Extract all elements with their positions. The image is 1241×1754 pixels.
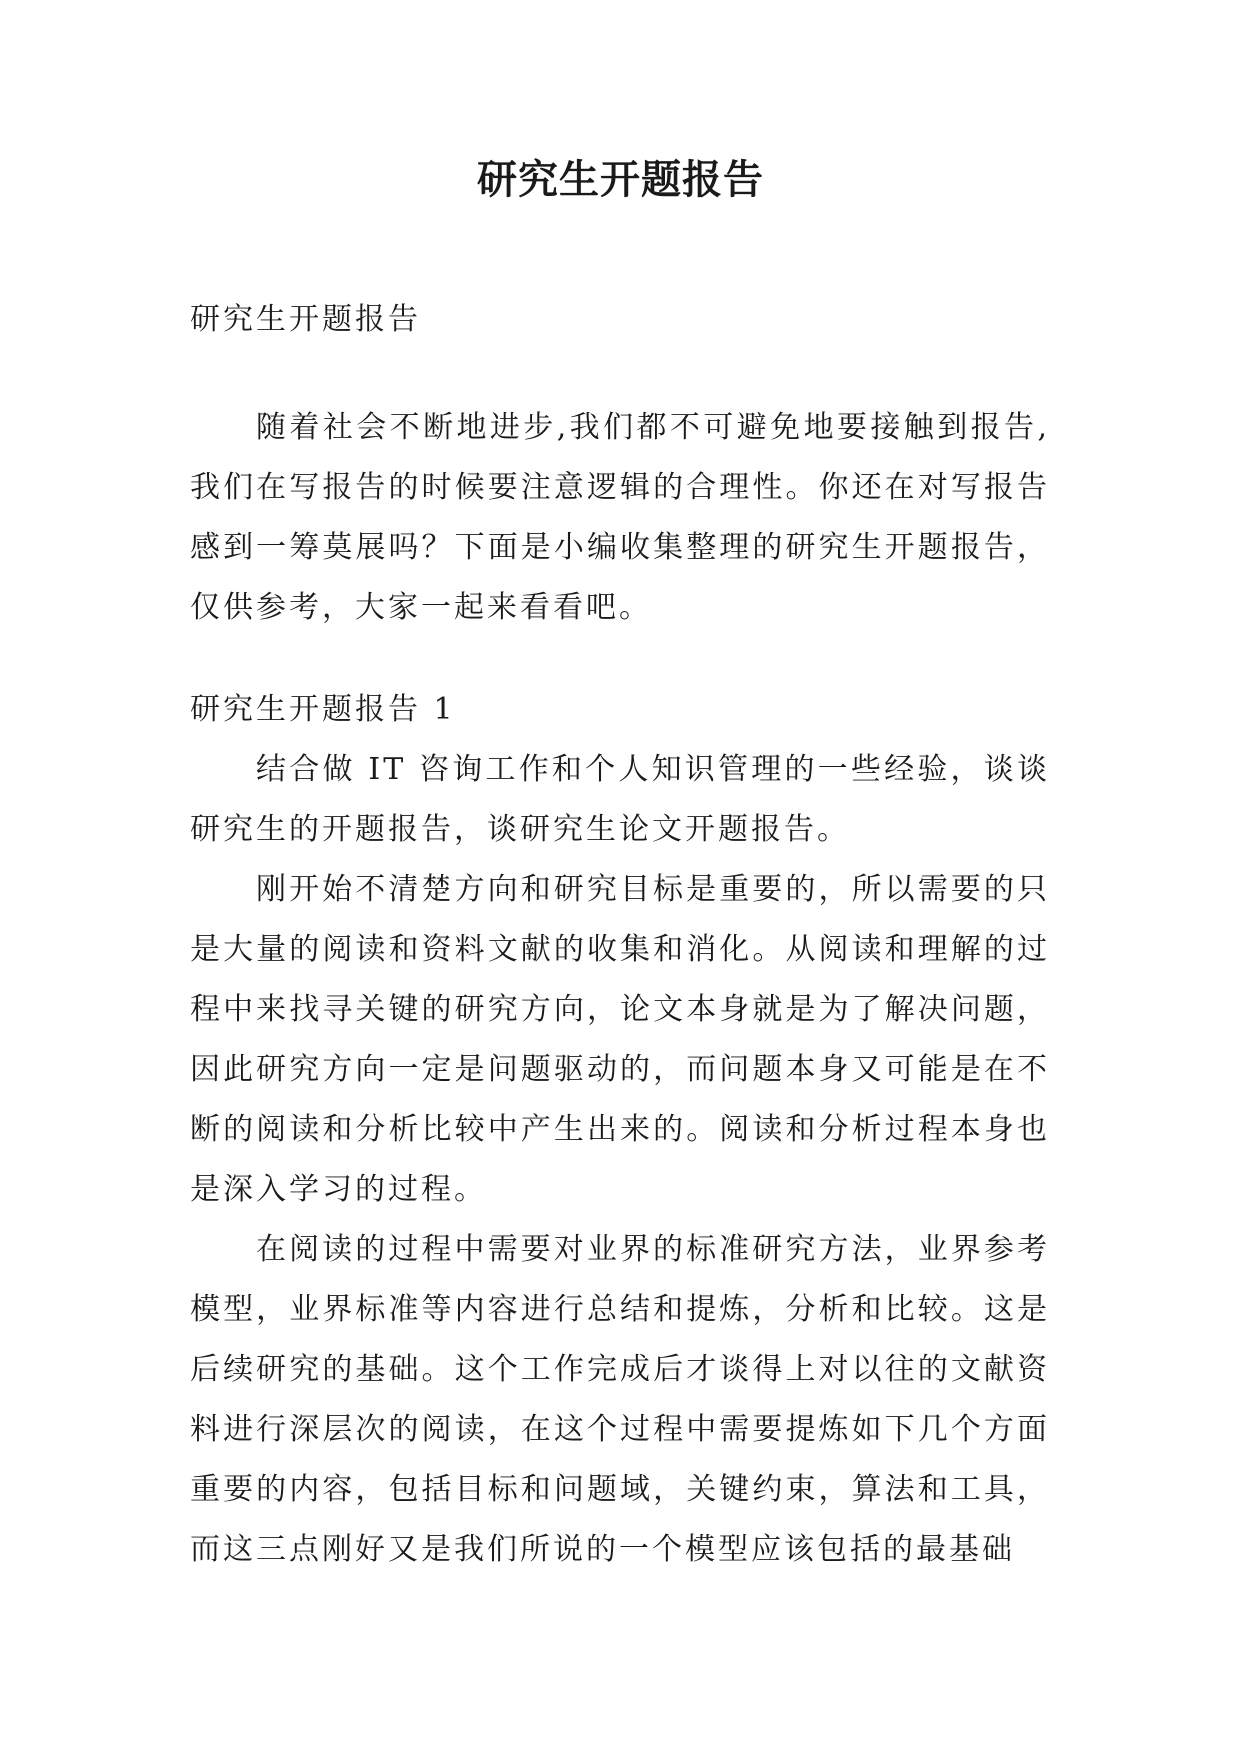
document-subtitle: 研究生开题报告	[190, 302, 421, 337]
intro-paragraph: 随着社会不断地进步,我们都不可避免地要接触到报告,我们在写报告的时候要注意逻辑的合理性。你还在对写报告感到一筹莫展吗？下面是小编收集整理的研究生开题报告，仅供参考，大家一起来看看吧。	[190, 410, 1050, 625]
body-paragraph: 刚开始不清楚方向和研究目标是重要的，所以需要的只是大量的阅读和资料文献的收集和消化。从阅读和理解的过程中来找寻关键的研究方向，论文本身就是为了解决问题，因此研究方向一定是问题驱动的，而问题本身又可能是在不断的阅读和分析比较中产生出来的。阅读和分析过程本身也是深入学习的过程。	[190, 872, 1050, 1207]
section-heading: 研究生开题报告 1	[190, 692, 456, 727]
body-paragraph: 结合做 IT 咨询工作和个人知识管理的一些经验，谈谈研究生的开题报告，谈研究生论文开题报告。	[190, 752, 1050, 847]
document-title: 研究生开题报告	[477, 156, 764, 203]
document-body	[190, 290, 1050, 1580]
body-paragraph: 在阅读的过程中需要对业界的标准研究方法，业界参考模型，业界标准等内容进行总结和提炼，分析和比较。这是后续研究的基础。这个工作完成后才谈得上对以往的文献资料进行深层次的阅读，在这个过程中需要提炼如下几个方面重要的内容，包括目标和问题域，关键约束，算法和工具，而这三点刚好又是我们所说的一个模型应该包括的最基础	[190, 1232, 1050, 1567]
